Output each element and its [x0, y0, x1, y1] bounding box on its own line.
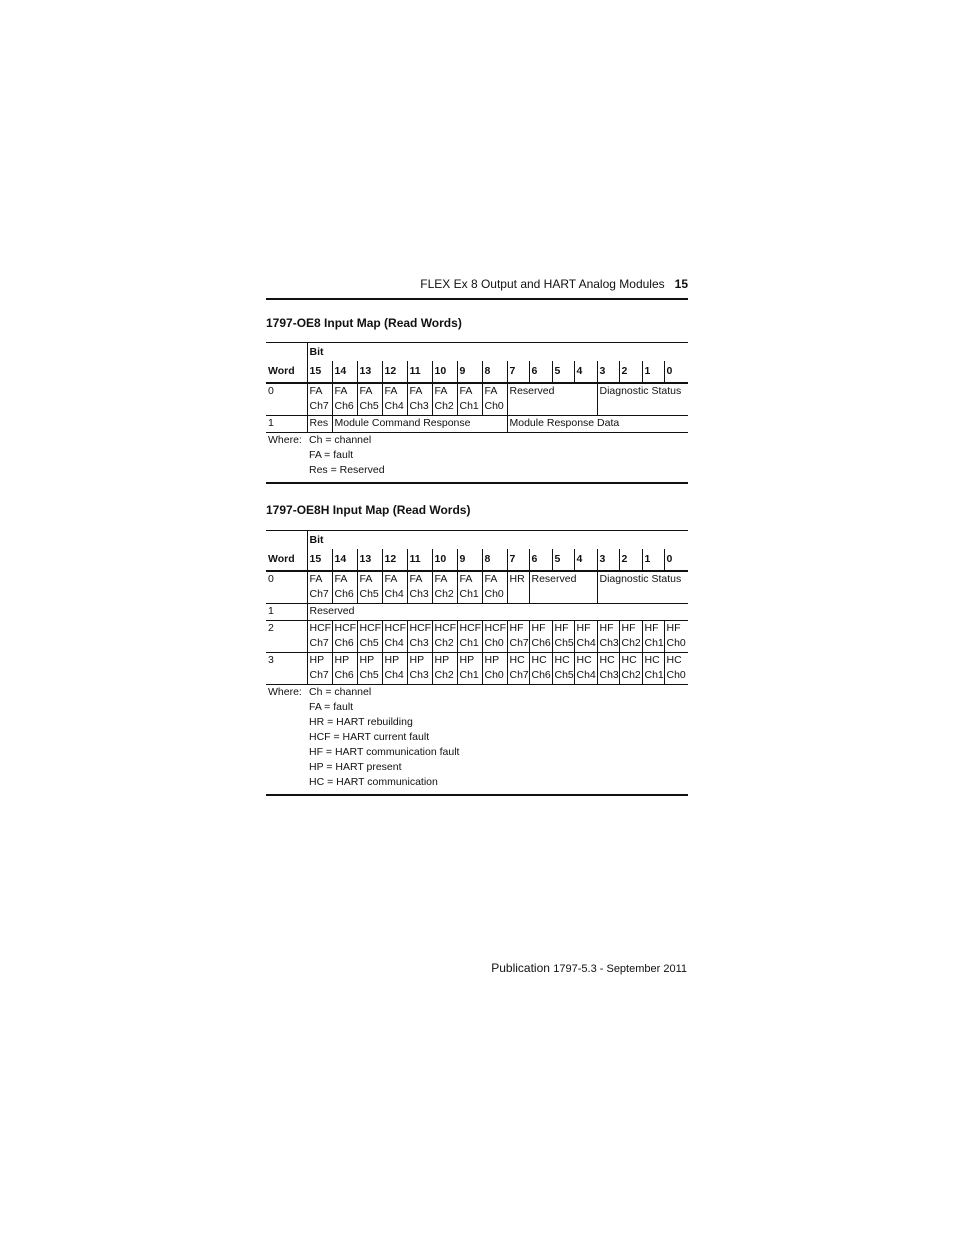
- bit-number: 11: [407, 361, 432, 383]
- status-cell: HF Ch4: [574, 621, 597, 653]
- bit-number: 3: [597, 361, 619, 383]
- legend-line: HR = HART rebuilding: [309, 716, 413, 728]
- bit-number: 0: [664, 549, 688, 571]
- hart-rebuilding-cell: HR: [507, 571, 529, 604]
- fault-cell: FA Ch3: [407, 571, 432, 604]
- legend-line: Ch = channel: [309, 434, 372, 446]
- bit-number: 15: [307, 549, 332, 571]
- bit-number: 8: [482, 549, 507, 571]
- bit-number: 14: [332, 549, 357, 571]
- bit-number: 7: [507, 549, 529, 571]
- bit-number: 6: [529, 361, 552, 383]
- diagnostic-status-cell: Diagnostic Status: [597, 383, 688, 416]
- table2-title: 1797-OE8H Input Map (Read Words): [266, 503, 471, 517]
- table-row: [266, 621, 688, 653]
- bit-number: 2: [619, 361, 642, 383]
- legend-line: FA = fault: [309, 701, 354, 713]
- legend-lines: [307, 685, 688, 796]
- where-label: Where:: [266, 685, 307, 796]
- status-cell: HC Ch5: [552, 653, 574, 685]
- fault-cell: FA Ch5: [357, 383, 382, 416]
- module-response-data-cell: Module Response Data: [507, 416, 688, 433]
- bit-number: 4: [574, 549, 597, 571]
- fault-cell: FA Ch6: [332, 571, 357, 604]
- bit-number: 6: [529, 549, 552, 571]
- bit-number: 9: [457, 549, 482, 571]
- status-cell: HCF Ch4: [382, 621, 407, 653]
- diagnostic-status-cell: Diagnostic Status: [597, 571, 688, 604]
- table1-title: 1797-OE8 Input Map (Read Words): [266, 316, 462, 330]
- bit-number: 12: [382, 361, 407, 383]
- reserved-bit-cell: Res: [307, 416, 332, 433]
- fault-cell: FA Ch7: [307, 571, 332, 604]
- bit-number: 13: [357, 549, 382, 571]
- status-cell: HCF Ch7: [307, 621, 332, 653]
- status-cell: HC Ch4: [574, 653, 597, 685]
- table-row: [266, 604, 688, 621]
- word-number: 2: [266, 621, 307, 653]
- status-cell: HF Ch0: [664, 621, 688, 653]
- legend-line: FA = fault: [309, 449, 354, 461]
- status-cell: HP Ch0: [482, 653, 507, 685]
- bit-number: 0: [664, 361, 688, 383]
- bit-number: 3: [597, 549, 619, 571]
- status-cell: HF Ch7: [507, 621, 529, 653]
- status-cell: HCF Ch1: [457, 621, 482, 653]
- fault-cell: FA Ch0: [482, 571, 507, 604]
- status-cell: HC Ch6: [529, 653, 552, 685]
- page-footer: [266, 961, 687, 975]
- status-cell: HP Ch6: [332, 653, 357, 685]
- fault-cell: FA Ch5: [357, 571, 382, 604]
- status-cell: HCF Ch6: [332, 621, 357, 653]
- table2-input-map: [266, 530, 688, 796]
- status-cell: HF Ch5: [552, 621, 574, 653]
- legend-lines: [307, 433, 688, 484]
- bit-number: 11: [407, 549, 432, 571]
- reserved-cell: Reserved: [529, 571, 597, 604]
- bit-number: 15: [307, 361, 332, 383]
- word-number: 0: [266, 383, 307, 416]
- bit-number: 2: [619, 549, 642, 571]
- footer-label: Publication: [491, 961, 550, 975]
- word-number: 0: [266, 571, 307, 604]
- page-header: [266, 277, 688, 295]
- status-cell: HCF Ch5: [357, 621, 382, 653]
- status-cell: HP Ch4: [382, 653, 407, 685]
- fault-cell: FA Ch7: [307, 383, 332, 416]
- bit-number: 5: [552, 361, 574, 383]
- bit-number: 8: [482, 361, 507, 383]
- fault-cell: FA Ch4: [382, 383, 407, 416]
- word-number: 1: [266, 604, 307, 621]
- status-cell: HC Ch7: [507, 653, 529, 685]
- bit-number: 12: [382, 549, 407, 571]
- status-cell: HF Ch6: [529, 621, 552, 653]
- status-cell: HC Ch3: [597, 653, 619, 685]
- status-cell: HF Ch2: [619, 621, 642, 653]
- legend-line: HC = HART communication: [309, 776, 438, 788]
- bit-number: 10: [432, 361, 457, 383]
- table-row: [266, 571, 688, 604]
- word-header: Word: [266, 531, 307, 572]
- publication-id: 1797-5.3 - September 2011: [553, 963, 687, 975]
- legend-line: HCF = HART current fault: [309, 731, 430, 743]
- table-row: [266, 416, 688, 433]
- legend-row: [266, 433, 688, 484]
- bit-number: 1: [642, 549, 664, 571]
- bit-number: 9: [457, 361, 482, 383]
- header-title: FLEX Ex 8 Output and HART Analog Modules: [420, 277, 665, 291]
- bit-number-row: [266, 361, 688, 383]
- bit-number-row: [266, 549, 688, 571]
- legend-row: [266, 685, 688, 796]
- fault-cell: FA Ch0: [482, 383, 507, 416]
- legend-line: HF = HART communication fault: [309, 746, 460, 758]
- status-cell: HP Ch7: [307, 653, 332, 685]
- bit-number: 10: [432, 549, 457, 571]
- bit-number: 7: [507, 361, 529, 383]
- module-command-response-cell: Module Command Response: [332, 416, 507, 433]
- legend-line: Res = Reserved: [309, 464, 385, 476]
- word-number: 1: [266, 416, 307, 433]
- status-cell: HP Ch3: [407, 653, 432, 685]
- page-number: 15: [674, 277, 688, 291]
- status-cell: HCF Ch2: [432, 621, 457, 653]
- status-cell: HC Ch2: [619, 653, 642, 685]
- fault-cell: FA Ch2: [432, 383, 457, 416]
- legend-line: Ch = channel: [309, 686, 372, 698]
- fault-cell: FA Ch2: [432, 571, 457, 604]
- status-cell: HCF Ch3: [407, 621, 432, 653]
- status-cell: HP Ch2: [432, 653, 457, 685]
- fault-cell: FA Ch1: [457, 383, 482, 416]
- fault-cell: FA Ch1: [457, 571, 482, 604]
- word-header: Word: [266, 343, 307, 384]
- bit-header: Bit: [307, 343, 688, 362]
- bit-header: Bit: [307, 531, 688, 550]
- header-rule: [266, 298, 688, 300]
- bit-number: 4: [574, 361, 597, 383]
- where-label: Where:: [266, 433, 307, 484]
- bit-number: 14: [332, 361, 357, 383]
- fault-cell: FA Ch4: [382, 571, 407, 604]
- status-cell: HF Ch1: [642, 621, 664, 653]
- reserved-cell: Reserved: [507, 383, 597, 416]
- table-row: [266, 653, 688, 685]
- status-cell: HP Ch5: [357, 653, 382, 685]
- status-cell: HP Ch1: [457, 653, 482, 685]
- bit-number: 13: [357, 361, 382, 383]
- fault-cell: FA Ch3: [407, 383, 432, 416]
- bit-number: 5: [552, 549, 574, 571]
- reserved-cell: Reserved: [307, 604, 688, 621]
- legend-line: HP = HART present: [309, 761, 402, 773]
- word-number: 3: [266, 653, 307, 685]
- bit-number: 1: [642, 361, 664, 383]
- status-cell: HC Ch1: [642, 653, 664, 685]
- status-cell: HF Ch3: [597, 621, 619, 653]
- table1-input-map: [266, 342, 688, 484]
- table-row: [266, 383, 688, 416]
- status-cell: HCF Ch0: [482, 621, 507, 653]
- fault-cell: FA Ch6: [332, 383, 357, 416]
- status-cell: HC Ch0: [664, 653, 688, 685]
